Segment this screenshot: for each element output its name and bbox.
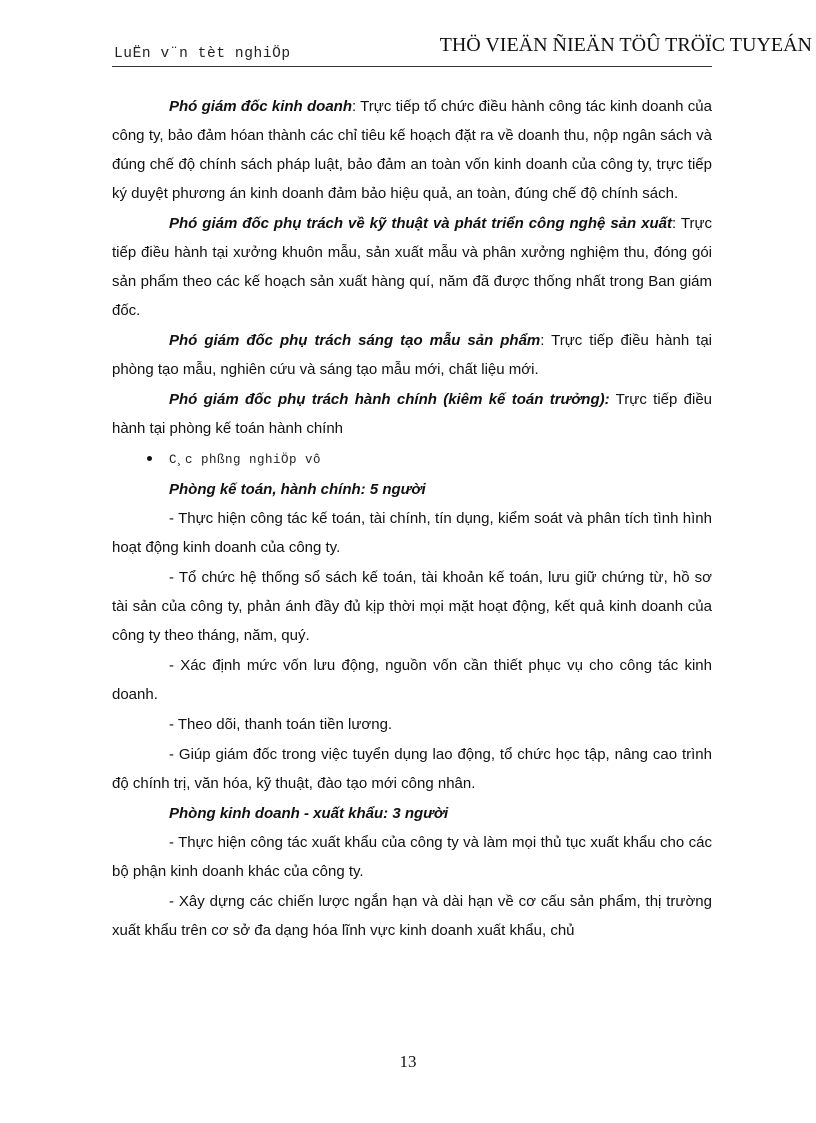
paragraph: [112, 209, 712, 325]
paragraph-term: Phó giám đốc phụ trách hành chính (kiêm kế toán trưởng):: [169, 391, 610, 408]
paragraph-term: Phó giám đốc phụ trách về kỹ thuật và phát triển công nghệ sản xuất: [169, 215, 672, 232]
header-right-title: THÖ VIEÄN ÑIEÄN TÖÛ TRÖÏC TUYEÁN: [439, 34, 812, 56]
paragraph-text: Trực tiếp điều hành tại phòng kế toán hành chính: [112, 391, 713, 437]
page-content: [112, 92, 712, 946]
list-item: - Giúp giám đốc trong việc tuyển dụng lao động, tổ chức học tập, nâng cao trình độ chính trị, văn hóa, kỹ thuật, đào tạo mới công nhân.: [112, 746, 712, 792]
paragraph-term: Phó giám đốc phụ trách sáng tạo mẫu sản phẩm: [169, 332, 541, 349]
section-heading: Phòng kinh doanh - xuất khẩu: 3 người: [169, 805, 449, 822]
paragraph: [112, 92, 712, 208]
paragraph-text: : Trực tiếp tổ chức điều hành công tác kinh doanh của công ty, bảo đảm hóan thành các chỉ tiêu kế hoạch đặt ra về doanh thu, nộp ngân sách và đúng chế độ chính sách pháp luật, bảo đảm an toàn vốn kinh doanh của công ty, trực tiếp ký duyệt phương án kinh doanh đảm bảo hiệu quả, an toàn, đúng chế độ chính sách.: [112, 98, 712, 202]
bullet-dot-icon: [147, 456, 152, 461]
list-item: - Tổ chức hệ thống sổ sách kế toán, tài khoản kế toán, lưu giữ chứng từ, hồ sơ tài sản của công ty, phản ánh đầy đủ kịp thời mọi mặt hoạt động, kết quả kinh doanh của công ty theo tháng, năm, quý.: [112, 569, 712, 644]
paragraph-term: Phó giám đốc kinh doanh: [169, 98, 352, 115]
paragraph-text: : Trực tiếp điều hành tại xưởng khuôn mẫu, sản xuất mẫu và phân xưởng nghiệm thu, đóng gói sản phẩm theo các kế hoạch sản xuất hàng quí, năm đã được thống nhất trong Ban giám đốc.: [112, 215, 712, 319]
bullet-text: C¸c phßng nghiÖp vô: [169, 453, 322, 467]
page-number: 13: [399, 1052, 417, 1071]
list-item: - Theo dõi, thanh toán tiền lương.: [169, 716, 393, 733]
paragraph-text: : Trực tiếp điều hành tại phòng tạo mẫu, nghiên cứu và sáng tạo mẫu mới, chất liệu mới.: [112, 332, 712, 378]
header-rule: [112, 66, 712, 67]
list-item: - Thực hiện công tác kế toán, tài chính, tín dụng, kiểm soát và phân tích tình hình hoạt động kinh doanh của công ty.: [112, 510, 712, 556]
section-heading: Phòng kế toán, hành chính: 5 người: [169, 481, 426, 498]
list-item: - Xây dựng các chiến lược ngắn hạn và dài hạn về cơ cấu sản phẩm, thị trường xuất khẩu trên cơ sở đa dạng hóa lĩnh vực kinh doanh xuất khẩu, chủ: [112, 893, 712, 939]
list-item: - Thực hiện công tác xuất khẩu của công ty và làm mọi thủ tục xuất khẩu cho các bộ phận kinh doanh khác của công ty.: [112, 834, 712, 880]
list-item: - Xác định mức vốn lưu động, nguồn vốn cần thiết phục vụ cho công tác kinh doanh.: [112, 657, 712, 703]
bullet-item: [112, 444, 712, 475]
paragraph: [112, 385, 712, 443]
paragraph: [112, 326, 712, 384]
header-left-title: LuËn v¨n tèt nghiÖp: [114, 46, 291, 62]
